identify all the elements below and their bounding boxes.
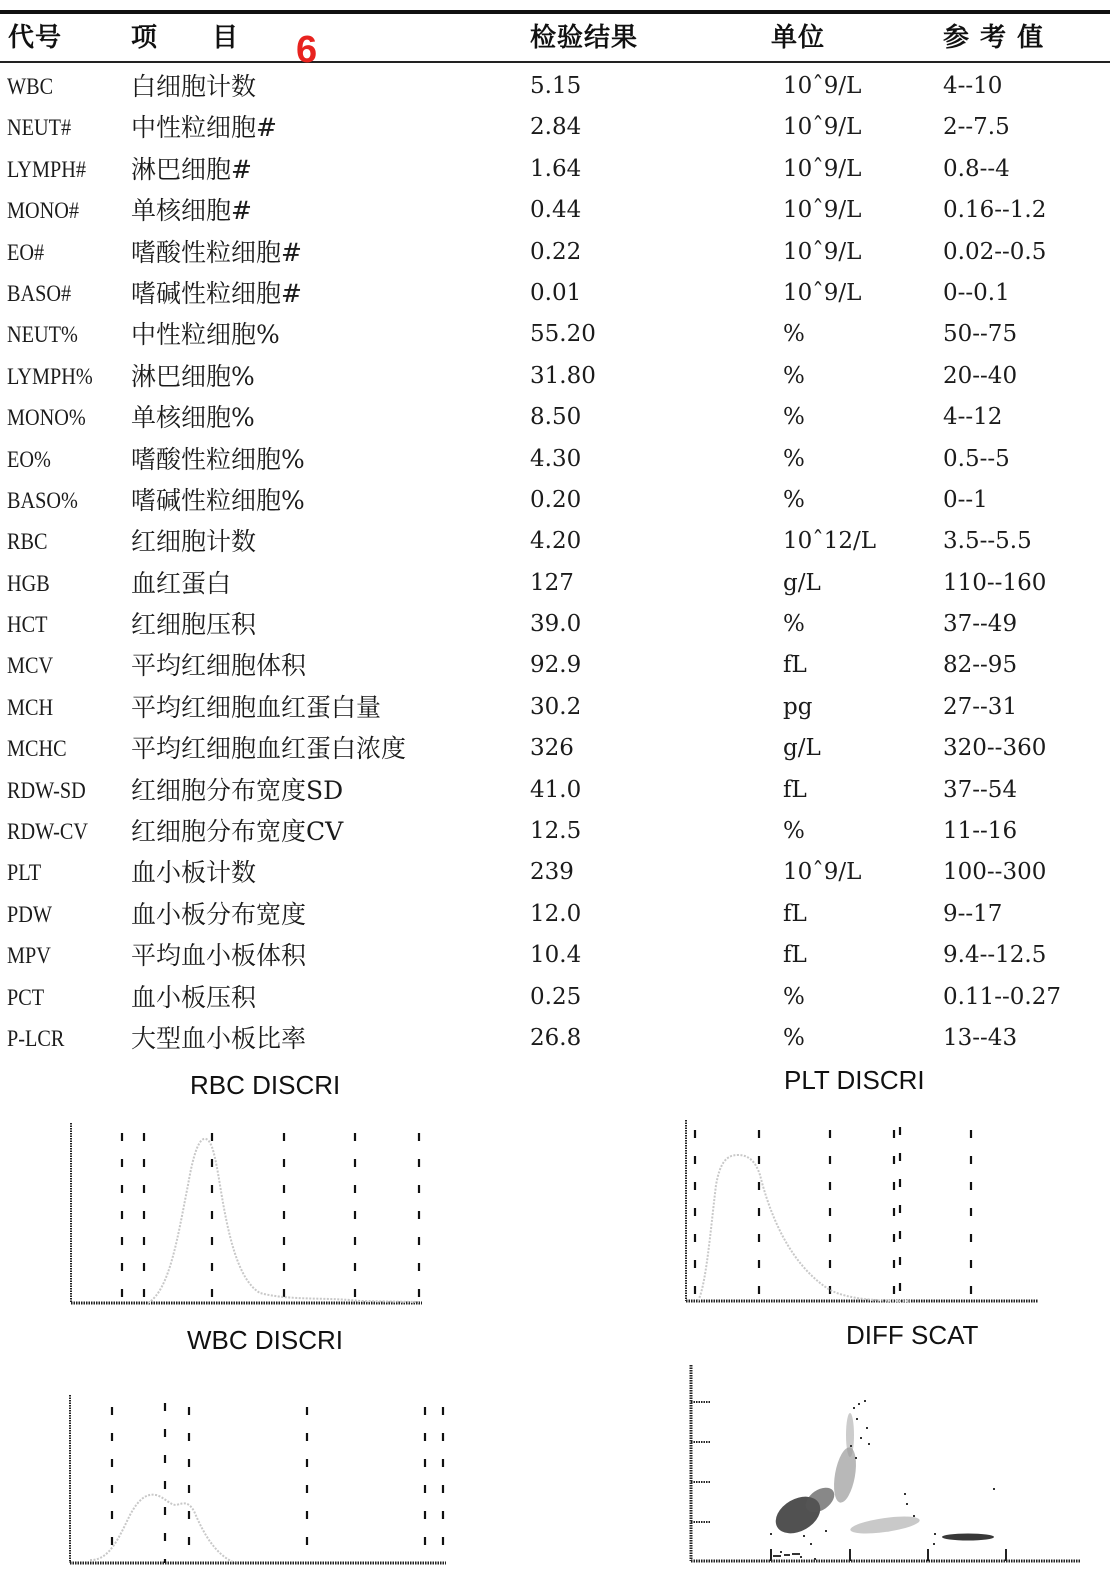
result: 12.5 [530,818,582,845]
item-name: 血小板计数 [131,858,257,888]
item-name: 嗜碱性粒细胞# [131,278,302,308]
unit: g/L [783,569,821,596]
unit: fL [783,652,807,679]
unit: % [783,983,805,1010]
unit: % [783,611,805,638]
code: MONO# [7,198,79,224]
reference: 20--40 [943,362,1018,389]
table-row [0,190,1110,231]
result: 239 [530,859,574,886]
table-row [0,397,1110,438]
reference: 4--12 [943,404,1003,431]
reference: 4--10 [943,73,1003,99]
table-row [0,894,1110,935]
item-name: 单核细胞# [131,196,252,226]
item-name: 血小板分布宽度 [131,899,307,929]
rbc-discri-histogram [60,1115,430,1310]
result: 0.22 [530,238,582,265]
reference: 27--31 [943,693,1018,720]
item-name: 平均红细胞血红蛋白量 [131,692,382,722]
code: HGB [7,570,50,596]
code: EO# [7,239,45,265]
item-name: 嗜碱性粒细胞% [131,485,305,515]
reference: 11--16 [943,818,1018,845]
reference: 50--75 [943,321,1018,348]
result: 0.25 [530,983,582,1010]
code: MPV [7,943,51,969]
item-name: 大型血小板比率 [131,1023,307,1053]
table-row [0,480,1110,521]
item-name: 平均红细胞体积 [131,651,307,681]
reference: 37--54 [943,776,1018,803]
unit: pg [783,693,813,720]
item-name: 平均红细胞血红蛋白浓度 [131,734,407,764]
code: BASO# [7,280,72,306]
item-name: 中性粒细胞% [131,320,280,350]
results-table [0,66,1110,1059]
unit: % [783,1024,805,1051]
reference: 82--95 [943,652,1018,679]
result: 41.0 [530,776,582,803]
table-row [0,563,1110,604]
table-row [0,1018,1110,1059]
reference: 9--17 [943,900,1003,927]
diff-scat-title: DIFF SCAT [846,1320,979,1350]
unit: 10ˆ9/L [783,114,862,141]
rbc-discri-title: RBC DISCRI [190,1070,341,1100]
code: RDW-CV [7,819,88,845]
header-reference: 参 考 值 [943,23,1045,53]
code: MCHC [7,736,67,762]
reference: 3.5--5.5 [943,528,1032,555]
code: PDW [7,901,52,927]
result: 4.20 [530,528,582,555]
reference: 0.16--1.2 [943,197,1047,224]
result: 8.50 [530,404,582,431]
unit: 10ˆ9/L [783,73,862,99]
table-row [0,314,1110,355]
unit: % [783,445,805,472]
result: 0.20 [530,486,582,513]
item-name: 平均血小板体积 [131,941,307,971]
table-header [0,20,1110,60]
table-row [0,977,1110,1018]
result: 55.20 [530,321,596,348]
result: 5.15 [530,73,582,99]
result: 30.2 [530,693,582,720]
result: 4.30 [530,445,582,472]
code: EO% [7,446,51,472]
item-name: 红细胞分布宽度SD [131,775,344,805]
result: 39.0 [530,611,582,638]
unit: 10ˆ9/L [783,155,862,182]
header-result: 检验结果 [530,23,639,53]
header-item: 项 目 [131,23,240,53]
table-row [0,356,1110,397]
result: 326 [530,735,574,762]
unit: % [783,404,805,431]
table-row [0,728,1110,769]
reference: 100--300 [943,859,1047,886]
result: 127 [530,569,574,596]
code: NEUT% [7,322,78,348]
unit: fL [783,776,807,803]
table-row [0,439,1110,480]
unit: % [783,362,805,389]
reference: 37--49 [943,611,1018,638]
result: 0.01 [530,279,582,306]
item-name: 嗜酸性粒细胞% [131,444,305,474]
item-name: 淋巴细胞# [131,154,252,184]
code: MCH [7,694,54,720]
reference: 110--160 [943,569,1047,596]
code: RBC [7,529,48,555]
item-name: 单核细胞% [131,403,255,433]
diff-scat-scatterplot [680,1365,1080,1565]
reference: 13--43 [943,1024,1018,1051]
unit: fL [783,900,807,927]
result: 26.8 [530,1024,582,1051]
result: 92.9 [530,652,582,679]
table-row [0,521,1110,562]
code: PLT [7,860,42,886]
result: 0.44 [530,197,582,224]
code: MCV [7,653,54,679]
reference: 0--1 [943,486,988,513]
reference: 0.5--5 [943,445,1010,472]
item-name: 红细胞压积 [131,610,257,640]
annotation-marker: 6 [296,29,318,71]
header-unit: 单位 [771,23,826,53]
result: 1.64 [530,155,582,182]
result: 12.0 [530,900,582,927]
code: P-LCR [7,1025,65,1051]
code: WBC [7,74,54,99]
result: 31.80 [530,362,596,389]
code: MONO% [7,405,86,431]
item-name: 嗜酸性粒细胞# [131,237,302,267]
table-row [0,149,1110,190]
item-name: 中性粒细胞# [131,113,277,143]
code: LYMPH# [7,156,86,182]
reference: 9.4--12.5 [943,942,1047,969]
plt-discri-title: PLT DISCRI [784,1065,925,1095]
item-name: 血红蛋白 [131,568,232,598]
unit: % [783,321,805,348]
table-row [0,811,1110,852]
wbc-discri-title: WBC DISCRI [187,1325,343,1355]
item-name: 红细胞计数 [131,527,257,557]
unit: % [783,818,805,845]
unit: 10ˆ9/L [783,238,862,265]
table-row [0,107,1110,148]
table-row [0,604,1110,645]
table-row [0,770,1110,811]
table-row [0,66,1110,107]
wbc-discri-histogram [60,1395,450,1570]
top-rule [0,10,1110,14]
unit: g/L [783,735,821,762]
table-row [0,687,1110,728]
code: NEUT# [7,115,72,141]
unit: 10ˆ9/L [783,279,862,306]
reference: 0.02--0.5 [943,238,1047,265]
reference: 320--360 [943,735,1047,762]
code: LYMPH% [7,363,93,389]
reference: 0--0.1 [943,279,1010,306]
item-name: 红细胞分布宽度CV [131,817,344,847]
table-row [0,852,1110,893]
code: BASO% [7,487,78,513]
table-row [0,273,1110,314]
table-row [0,232,1110,273]
code: RDW-SD [7,777,86,803]
reference: 0.11--0.27 [943,983,1061,1010]
item-name: 白细胞计数 [131,72,257,101]
item-name: 血小板压积 [131,982,257,1012]
unit: fL [783,942,807,969]
code: PCT [7,984,45,1010]
reference: 2--7.5 [943,114,1010,141]
unit: % [783,486,805,513]
result: 2.84 [530,114,582,141]
reference: 0.8--4 [943,155,1010,182]
header-code: 代号 [8,23,63,53]
table-row [0,645,1110,686]
unit: 10ˆ9/L [783,859,862,886]
unit: 10ˆ9/L [783,197,862,224]
unit: 10ˆ12/L [783,528,877,555]
result: 10.4 [530,942,582,969]
code: HCT [7,612,48,638]
header-rule [0,61,1110,63]
item-name: 淋巴细胞% [131,361,255,391]
table-row [0,935,1110,976]
plt-discri-histogram [680,1115,1050,1310]
